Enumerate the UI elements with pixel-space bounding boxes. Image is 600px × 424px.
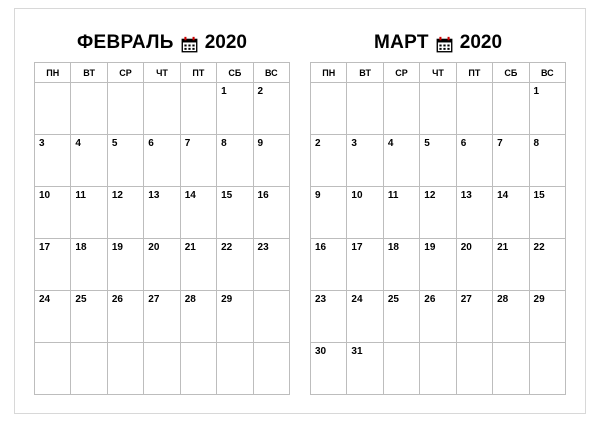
weekday-header-sat: СБ xyxy=(217,63,253,83)
day-number: 6 xyxy=(148,138,154,149)
day-cell[interactable] xyxy=(217,187,253,239)
day-cell[interactable] xyxy=(253,239,289,291)
day-number: 15 xyxy=(221,190,233,201)
day-cell[interactable] xyxy=(529,291,565,343)
day-cell[interactable] xyxy=(529,135,565,187)
day-number: 3 xyxy=(39,138,45,149)
day-number: 23 xyxy=(257,242,269,253)
weekday-header-fri: ПТ xyxy=(456,63,492,83)
weekday-header-fri: ПТ xyxy=(180,63,216,83)
day-number: 10 xyxy=(351,190,363,201)
day-cell[interactable] xyxy=(420,135,456,187)
day-number: 14 xyxy=(497,190,509,201)
day-cell[interactable] xyxy=(456,135,492,187)
weekday-header-wed: СР xyxy=(383,63,419,83)
day-cell[interactable] xyxy=(347,83,383,135)
day-cell[interactable] xyxy=(71,343,107,395)
day-number: 27 xyxy=(460,294,472,305)
day-cell[interactable] xyxy=(420,239,456,291)
day-number: 2 xyxy=(257,86,264,97)
day-number: 9 xyxy=(257,138,264,149)
day-cell[interactable] xyxy=(529,187,565,239)
week-row xyxy=(35,291,290,343)
week-row xyxy=(311,239,566,291)
weekday-header-row xyxy=(35,63,290,83)
day-cell[interactable] xyxy=(493,291,529,343)
day-cell[interactable] xyxy=(253,187,289,239)
day-cell[interactable] xyxy=(383,239,419,291)
day-cell[interactable] xyxy=(383,343,419,395)
day-cell[interactable] xyxy=(493,343,529,395)
day-cell[interactable] xyxy=(347,187,383,239)
day-number: 26 xyxy=(111,294,123,305)
day-number: 22 xyxy=(221,242,233,253)
year-label: 2020 xyxy=(459,32,503,53)
day-number: 19 xyxy=(111,242,123,253)
day-cell[interactable] xyxy=(71,291,107,343)
day-cell[interactable] xyxy=(144,83,180,135)
day-cell[interactable] xyxy=(144,343,180,395)
calendar-march-grid xyxy=(310,62,566,395)
day-cell[interactable] xyxy=(144,135,180,187)
day-number: 5 xyxy=(424,138,430,149)
week-row xyxy=(311,83,566,135)
day-cell[interactable] xyxy=(35,187,71,239)
day-cell[interactable] xyxy=(493,187,529,239)
day-cell[interactable] xyxy=(107,343,143,395)
calendar-container xyxy=(34,28,566,395)
day-number: 21 xyxy=(184,242,196,253)
day-cell[interactable] xyxy=(311,83,347,135)
weekday-header-tue: ВТ xyxy=(71,63,107,83)
month-name: МАРТ xyxy=(373,32,429,53)
day-number: 3 xyxy=(351,138,357,149)
day-number: 15 xyxy=(533,190,545,201)
day-cell[interactable] xyxy=(71,187,107,239)
day-number: 9 xyxy=(315,190,321,201)
day-cell[interactable] xyxy=(420,343,456,395)
day-cell[interactable] xyxy=(71,135,107,187)
weekday-header-thu: ЧТ xyxy=(420,63,456,83)
day-cell[interactable] xyxy=(383,83,419,135)
day-cell[interactable] xyxy=(383,135,419,187)
weekday-header-row xyxy=(311,63,566,83)
day-cell[interactable] xyxy=(217,291,253,343)
month-name: ФЕВРАЛЬ xyxy=(77,32,174,53)
day-cell[interactable] xyxy=(456,343,492,395)
day-number: 10 xyxy=(39,190,51,201)
day-number: 13 xyxy=(148,190,160,201)
calendar-march-title xyxy=(310,28,566,58)
day-number: 16 xyxy=(257,190,269,201)
day-number: 20 xyxy=(460,242,472,253)
day-cell[interactable] xyxy=(144,291,180,343)
day-number: 21 xyxy=(497,242,509,253)
day-cell[interactable] xyxy=(311,239,347,291)
day-cell[interactable] xyxy=(347,239,383,291)
day-cell[interactable] xyxy=(253,291,289,343)
day-number: 1 xyxy=(533,86,540,97)
day-cell[interactable] xyxy=(420,187,456,239)
day-cell[interactable] xyxy=(180,239,216,291)
day-cell[interactable] xyxy=(35,239,71,291)
calendar-february xyxy=(34,28,290,395)
day-cell[interactable] xyxy=(456,83,492,135)
day-cell[interactable] xyxy=(383,291,419,343)
day-cell[interactable] xyxy=(107,83,143,135)
day-number: 31 xyxy=(351,346,363,357)
day-number: 7 xyxy=(497,138,503,149)
day-number: 17 xyxy=(351,242,363,253)
weekday-header-sun: ВС xyxy=(253,63,289,83)
weekday-header-thu: ЧТ xyxy=(144,63,180,83)
weekday-header-tue: ВТ xyxy=(347,63,383,83)
day-cell[interactable] xyxy=(529,83,565,135)
day-cell[interactable] xyxy=(311,135,347,187)
day-cell[interactable] xyxy=(217,83,253,135)
day-number: 6 xyxy=(460,138,467,149)
day-cell[interactable] xyxy=(529,239,565,291)
week-row xyxy=(35,187,290,239)
day-number: 5 xyxy=(111,138,118,149)
day-cell[interactable] xyxy=(35,135,71,187)
day-cell[interactable] xyxy=(180,291,216,343)
weekday-header-mon: ПН xyxy=(35,63,71,83)
day-number: 4 xyxy=(75,138,81,149)
day-cell[interactable] xyxy=(420,291,456,343)
day-cell[interactable] xyxy=(253,135,289,187)
day-number: 18 xyxy=(387,242,399,253)
calendar-march xyxy=(310,28,566,395)
day-cell[interactable] xyxy=(71,239,107,291)
day-number: 13 xyxy=(460,190,472,201)
week-row xyxy=(35,343,290,395)
day-cell[interactable] xyxy=(107,135,143,187)
day-number: 28 xyxy=(497,294,509,305)
day-cell[interactable] xyxy=(253,83,289,135)
day-cell[interactable] xyxy=(107,291,143,343)
calendar-icon xyxy=(436,36,453,53)
day-number: 30 xyxy=(315,346,327,357)
day-number: 24 xyxy=(351,294,363,305)
calendar-february-grid xyxy=(34,62,290,395)
day-cell[interactable] xyxy=(456,291,492,343)
day-cell[interactable] xyxy=(107,239,143,291)
day-number: 12 xyxy=(424,190,436,201)
day-cell[interactable] xyxy=(107,187,143,239)
weekday-header-wed: СР xyxy=(107,63,143,83)
day-number: 29 xyxy=(533,294,545,305)
day-number: 27 xyxy=(148,294,160,305)
year-label: 2020 xyxy=(204,32,247,53)
day-cell[interactable] xyxy=(144,187,180,239)
week-row xyxy=(35,83,290,135)
day-cell[interactable] xyxy=(180,187,216,239)
day-cell[interactable] xyxy=(493,83,529,135)
calendar-february-title xyxy=(34,28,290,58)
day-number: 7 xyxy=(184,138,191,149)
day-cell[interactable] xyxy=(311,343,347,395)
day-number: 12 xyxy=(111,190,123,201)
day-number: 18 xyxy=(75,242,87,253)
day-cell[interactable] xyxy=(180,135,216,187)
week-row xyxy=(311,187,566,239)
day-number: 23 xyxy=(315,294,327,305)
day-number: 28 xyxy=(184,294,196,305)
day-number: 26 xyxy=(424,294,436,305)
day-number: 29 xyxy=(221,294,233,305)
day-cell[interactable] xyxy=(180,83,216,135)
day-cell[interactable] xyxy=(253,343,289,395)
day-cell[interactable] xyxy=(529,343,565,395)
day-cell[interactable] xyxy=(383,187,419,239)
day-number: 24 xyxy=(39,294,51,305)
day-number: 4 xyxy=(387,138,394,149)
day-cell[interactable] xyxy=(347,291,383,343)
week-row xyxy=(311,135,566,187)
day-number: 14 xyxy=(184,190,196,201)
day-cell[interactable] xyxy=(144,239,180,291)
day-number: 25 xyxy=(387,294,399,305)
weekday-header-sat: СБ xyxy=(493,63,529,83)
day-cell[interactable] xyxy=(456,239,492,291)
day-cell[interactable] xyxy=(217,135,253,187)
day-cell[interactable] xyxy=(71,83,107,135)
week-row xyxy=(311,291,566,343)
day-cell[interactable] xyxy=(35,343,71,395)
weekday-header-mon: ПН xyxy=(311,63,347,83)
day-number: 19 xyxy=(424,242,436,253)
day-cell[interactable] xyxy=(493,239,529,291)
week-row xyxy=(35,239,290,291)
day-cell[interactable] xyxy=(311,291,347,343)
day-number: 20 xyxy=(148,242,160,253)
calendar-icon xyxy=(181,36,198,53)
day-number: 11 xyxy=(75,190,86,201)
day-cell[interactable] xyxy=(217,239,253,291)
weekday-header-sun: ВС xyxy=(529,63,565,83)
day-cell[interactable] xyxy=(493,135,529,187)
day-number: 22 xyxy=(533,242,545,253)
day-cell[interactable] xyxy=(420,83,456,135)
week-row xyxy=(35,135,290,187)
day-number: 1 xyxy=(221,86,227,97)
day-number: 8 xyxy=(533,138,540,149)
day-number: 8 xyxy=(221,138,227,149)
day-cell[interactable] xyxy=(217,343,253,395)
day-number: 25 xyxy=(75,294,87,305)
day-cell[interactable] xyxy=(456,187,492,239)
day-cell[interactable] xyxy=(180,343,216,395)
day-number: 17 xyxy=(39,242,51,253)
day-number: 16 xyxy=(315,242,327,253)
day-number: 2 xyxy=(315,138,321,149)
day-number: 11 xyxy=(387,190,399,201)
day-cell[interactable] xyxy=(35,83,71,135)
day-cell[interactable] xyxy=(311,187,347,239)
day-cell[interactable] xyxy=(35,291,71,343)
day-cell[interactable] xyxy=(347,135,383,187)
week-row xyxy=(311,343,566,395)
day-cell[interactable] xyxy=(347,343,383,395)
